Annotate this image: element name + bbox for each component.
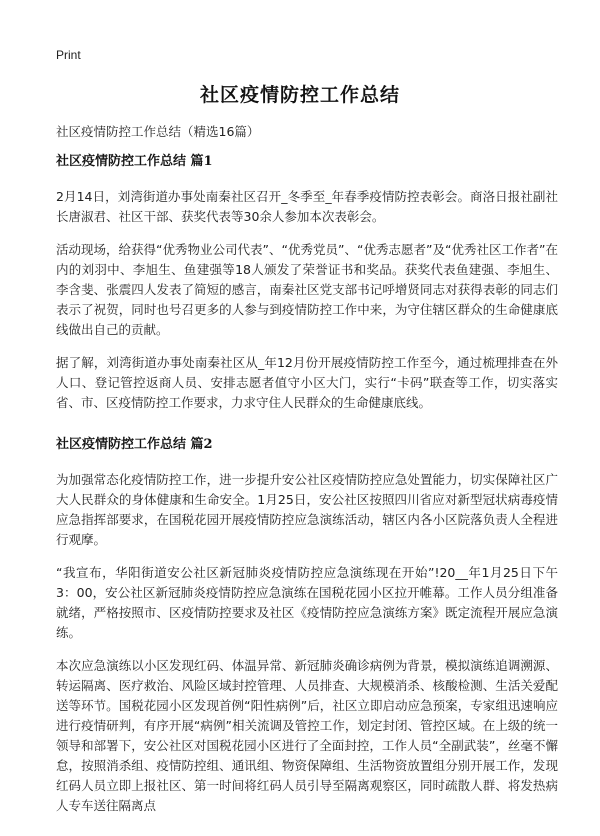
print-link[interactable]: Print [56,48,81,62]
paragraph: “我宣布，华阳街道安公社区新冠肺炎疫情防控应急演练现在开始”!20__年1月25日下午3：00，安公社区新冠肺炎疫情防控应急演练在国税花园小区拉开帷幕。工作人员分组准备就绪，严格按照市、区疫情防控要求及社区《疫情防控应急演练方案》既定流程开展应急演练。 [56,565,558,640]
section-1 [56,150,558,413]
document-subtitle: 社区疫情防控工作总结（精选16篇） [56,124,260,139]
paragraph: 据了解，刘湾街道办事处南秦社区从_年12月份开展疫情防控工作至今，通过梳理排查在外人口、登记管控返商人员、安排志愿者值守小区大门，实行“卡码”联查等工作，切实落实省、市、区疫情防控工作要求，力求守住人民群众的生命健康底线。 [56,355,558,410]
section-heading: 社区疫情防控工作总结 篇2 [56,437,213,452]
paragraph: 为加强常态化疫情防控工作，进一步提升安公社区疫情防控应急处置能力，切实保障社区广大人民群众的身体健康和生命安全。1月25日，安公社区按照四川省应对新型冠状病毒疫情应急指挥部要求，在国税花园开展疫情防控应急演练活动，辖区内各小区院落负责人全程进行观摩。 [56,472,558,547]
document-body [56,150,558,836]
paragraph: 本次应急演练以小区发现红码、体温异常、新冠肺炎确诊病例为背景，模拟演练追调溯源、转运隔离、医疗救治、风险区域封控管理、人员排查、大规模消杀、核酸检测、生活关爱配送等环节。国税花园小区发现首例“阳性病例”后，社区立即启动应急预案，专家组迅速响应进行疫情研判，有序开展“病例”相关流调及管控工作，划定封闭、管控区域。在上级的统一领导和部署下，安公社区对国税花园小区进行了全面封控，工作人员“全副武装”，丝毫不懈怠，按照消杀组、疫情防控组、通讯组、物资保障组、生活物资放置组分别开展工作，发现红码人员立即上报社区、第一时间将红码人员引导至隔离观察区，同时疏散人群、将发热病人专车送往隔离点 [56,658,558,813]
paragraph: 活动现场，给获得“优秀物业公司代表”、“优秀党员”、“优秀志愿者”及“优秀社区工作者”在内的刘羽中、李旭生、鱼建强等18人颁发了荣誉证书和奖品。获奖代表鱼建强、李旭生、李含斐、张震四人发表了简短的感言，南秦社区党支部书记呼增贤同志对获得表彰的同志们表示了祝贺，同时也号召更多的人参与到疫情防控工作中来，为守住辖区群众的生命健康底线做出自己的贡献。 [56,242,558,337]
document-title: 社区疫情防控工作总结 [199,84,400,106]
section-2 [56,433,558,816]
paragraph: 2月14日，刘湾街道办事处南秦社区召开_冬季至_年春季疫情防控表彰会。商洛日报社副社长唐淑君、社区干部、获奖代表等30余人参加本次表彰会。 [56,189,558,224]
section-heading: 社区疫情防控工作总结 篇1 [56,154,213,169]
